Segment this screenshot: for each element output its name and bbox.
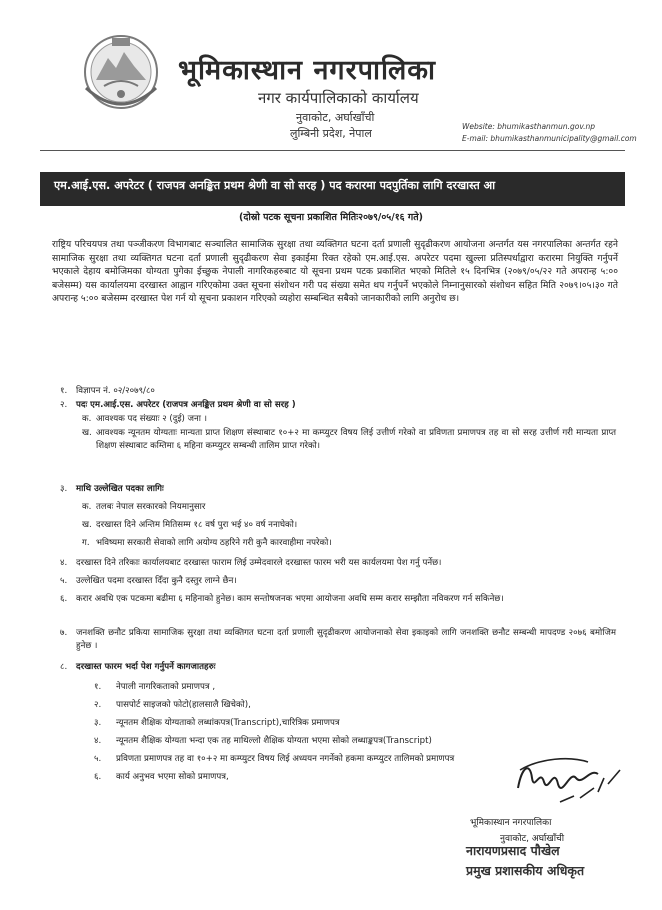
sub-item-text: नेपाली नागरिकताको प्रमाणपत्र , <box>116 682 216 692</box>
website-text: Website: bhumikasthanmun.gov.np <box>462 122 596 131</box>
item-text: माथि उल्लेखित पदका लागिः <box>76 484 164 494</box>
nepal-emblem-icon <box>74 28 168 112</box>
sub-item-number: १. <box>94 682 102 692</box>
sub-item-number: ख. <box>82 428 92 438</box>
item-text: विज्ञापन नं. ०२/२०७९/८० <box>76 386 155 396</box>
sub-item-number: क. <box>82 414 92 424</box>
sub-item-text: आवश्यक पद संख्याः २ (दुई) जना । <box>96 414 208 424</box>
sub-item-number: ख. <box>82 520 92 530</box>
item-number: ७. <box>60 628 68 638</box>
sub-item-number: ३. <box>94 718 102 728</box>
sub-item-text: दरखास्त दिने अन्तिम मितिसम्म १८ वर्ष पुरा भई ४० वर्ष ननाघेको। <box>96 520 298 530</box>
notice-banner <box>40 172 625 206</box>
sub-item-text: तलबः नेपाल सरकारको नियमानुसार <box>96 502 206 512</box>
item-number: ८. <box>60 662 68 672</box>
address-line-1: नुवाकोट, अर्घाखाँची <box>296 111 375 124</box>
sub-item-number: क. <box>82 502 92 512</box>
sub-item-text: न्यूनतम शैक्षिक योग्यताको लब्धांकपत्र(Transcript),चारित्रिक प्रमाणपत्र <box>116 718 340 728</box>
sub-item-text: पासपोर्ट साइजको फोटो(हालसालै खिचेको), <box>116 700 251 710</box>
signatory-address: नुवाकोट, अर्घाखाँची <box>500 834 565 844</box>
sub-item-text: आवश्यक न्यूनतम योग्यताः मान्यता प्राप्त शिक्षण संस्थाबाट १०+२ मा कम्प्युटर विषय लिई उत्तीर्ण गरेको वा प्रविणता प्रमाणपत्र तह वा सो सरह उत्तीर्ण गरी मान्यता प्राप्त शिक्षण संस्थाबाट कम्तिमा ६ महिना कम्प्युटर सम्बन्धी तालिम प्राप्त गरेको। <box>96 428 616 452</box>
banner-text: एम.आई.एस. अपरेटर ( राजपत्र अनङ्कित प्रथम श्रेणी वा सो सरह ) पद करारमा पदपुर्तिका लागि दरखास्त आ <box>54 179 496 192</box>
item-number: ३. <box>60 484 68 494</box>
item-number: ४. <box>60 558 68 568</box>
stamp-officer-title: प्रमुख प्रशासकीय अधिकृत <box>466 863 585 878</box>
item-number: १. <box>60 386 68 396</box>
header-divider <box>40 150 625 151</box>
stamp-officer-name: नारायणप्रसाद पौखेल <box>466 843 560 858</box>
office-name: नगर कार्यपालिकाको कार्यालय <box>258 89 419 107</box>
sub-item-text: प्रविणता प्रमाणपत्र तह वा १०+२ मा कम्प्युटर विषय लिई अध्ययन नगर्नेको हकमा कम्प्युटर तालिमको प्रमाणपत्र <box>116 754 455 764</box>
handwritten-signature <box>500 748 630 814</box>
item-text: करार अवधि एक पटकमा बढीमा ६ महिनाको हुनेछ। काम सन्तोषजनक भएमा आयोजना अवधि सम्म करार सम्झौता नविकरण गर्न सकिनेछ। <box>76 594 504 604</box>
item-number: २. <box>60 400 68 410</box>
sub-item-number: ४. <box>94 736 102 746</box>
sub-item-text: कार्य अनुभव भएमा सोको प्रमाणपत्र, <box>116 772 229 782</box>
address-line-2: लुम्बिनी प्रदेश, नेपाल <box>290 127 372 140</box>
item-text: पदः एम.आई.एस. अपरेटर (राजपत्र अनङ्कित प्रथम श्रेणी वा सो सरह ) <box>76 400 296 410</box>
signatory-org: भूमिकास्थान नगरपालिका <box>470 818 552 828</box>
intro-paragraph: राष्ट्रिय परिचयपत्र तथा पञ्जीकरण विभागबाट सञ्चालित सामाजिक सुरक्षा तथा व्यक्तिगत घटना दर्ता प्रणाली सुदृढीकरण आयोजना अन्तर्गत यस नगरपालिका अन्तर्गत रहने सामाजिक सुरक्षा तथा व्यक्तिगत घटना दर्ता प्रणाली सुदृढीकरण सेवा इकाईमा रिक्त रहेको एम.आई.एस. अपरेटर पदमा खुल्ला प्रतिस्पर्धाद्वारा करारमा नियुक्ति गर्नुपर्ने भएकाले देहाय बमोजिमका योग्यता पुगेका ईच्छुक नेपाली नागरिकहरुबाट यो सूचना प्रथम पटक प्रकाशित भएको मितिले १५ दिनभित्र (२०७९/०५/२२ गते अपरान्ह ५:०० बजेसम्म) यस कार्यालयमा दरखास्त आह्वान गरिएकोमा उक्त सूचना संशोधन गरी पद संख्या समेत थप गर्नुपर्ने भएकोले निम्नानुसारको संशोधन सहित मिति २०७९।०५।३० गते अपरान्ह ५:०० बजेसम्म दरखास्त पेश गर्न यो सूचना प्रकाशन गरिएको व्यहोरा सम्बन्धित सबैको जानकारीको लागि अनुरोध छ। <box>52 239 618 305</box>
item-text: दरखास्त दिने तरिकाः कार्यालयबाट दरखास्त फाराम लिई उम्मेदवारले दरखास्त फारम भरी यस कार्यलयमा पेश गर्नु पर्नेछ। <box>76 558 442 568</box>
sub-item-number: २. <box>94 700 102 710</box>
item-number: ५. <box>60 576 68 586</box>
item-number: ६. <box>60 594 68 604</box>
item-text: उल्लेखित पदमा दरखास्त दिँदा कुनै दस्तुर लाग्ने छैन। <box>76 576 237 586</box>
sub-item-number: ६. <box>94 772 102 782</box>
email-text: E-mail: bhumikasthanmunicipality@gmail.com <box>462 134 637 143</box>
sub-item-text: भविष्यमा सरकारी सेवाको लागि अयोग्य ठहरिने गरी कुनै कारवाहीमा नपरेको। <box>96 538 332 548</box>
publication-date-line: (दोस्रो पटक सूचना प्रकाशित मितिः२०७९/०५/१६ गते) <box>238 212 424 223</box>
item-text: जनशक्ति छनौट प्रकिया सामाजिक सुरक्षा तथा व्यक्तिगत घटना दर्ता प्रणाली सुदृढीकरण आयोजनाको सेवा इकाइको लागि जनशक्ति छनौट सम्बन्धी मापदण्ड २०७६ बमोजिम हुनेछ । <box>76 628 616 652</box>
item-text: दरखास्त फारम भर्दा पेश गर्नुपर्ने कागजातहरुः <box>76 662 216 672</box>
sub-item-number: ५. <box>94 754 102 764</box>
sub-item-number: ग. <box>82 538 90 548</box>
org-name: भूमिकास्थान नगरपालिका <box>178 55 437 86</box>
sub-item-text: न्यूनतम शैक्षिक योग्यता भन्दा एक तह माथिल्लो शैक्षिक योग्यता भएमा सोको लब्धाङ्कपत्र(Transcript) <box>116 736 432 746</box>
